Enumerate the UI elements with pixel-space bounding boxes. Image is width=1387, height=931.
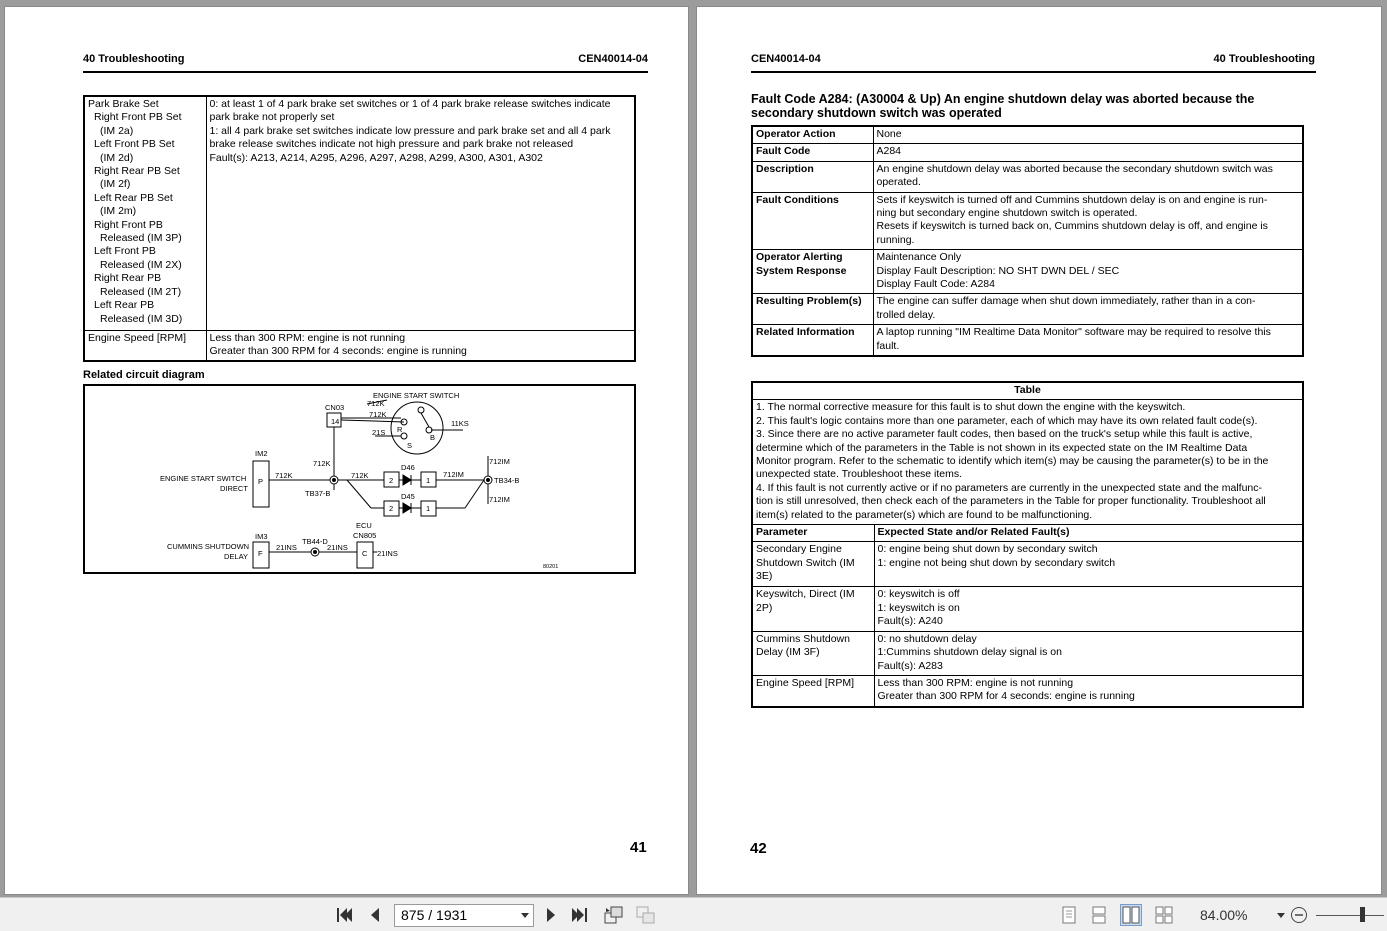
label-wire: 21S	[372, 428, 386, 437]
label-cell: Related Information	[752, 325, 873, 356]
last-page-button[interactable]	[569, 904, 591, 926]
label-im2-pin: P	[258, 477, 264, 486]
label-im3-pin: F	[258, 549, 263, 558]
param-cell: Keyswitch, Direct (IM 2P)	[752, 587, 874, 631]
circuit-diagram	[83, 384, 636, 574]
zoom-out-icon	[1290, 906, 1308, 924]
label-wire: 21INS	[276, 543, 297, 552]
zoom-slider-thumb[interactable]	[1360, 907, 1365, 922]
viewer-toolbar	[0, 897, 1387, 931]
table-row	[752, 144, 1303, 161]
page-rotate-icon	[604, 906, 624, 924]
value-cell: 0: no shutdown delay 1:Cummins shutdown delay signal is on Fault(s): A283	[874, 631, 1303, 675]
value-cell: 0: at least 1 of 4 park brake set switches or 1 of 4 park brake release switches indicate park brake not properly set 1: all 4 park brake set switches indicate low pressure and park brake set and all 4 park brake release switches indicate not high pressure and park brake not released Fault(s): A213, A214, A295, A296, A297, A298, A299, A300, A301, A302	[206, 96, 635, 330]
label-wire: 712IM	[443, 470, 464, 479]
next-page-button[interactable]	[540, 904, 562, 926]
page-number: 41	[630, 839, 647, 856]
param-cell: Engine Speed [RPM]	[84, 330, 206, 361]
table-row	[752, 250, 1303, 294]
table-notes: 1. The normal corrective measure for this fault is to shut down the engine with the keyswitch. 2. This fault's logic contains more than one parameter, each of which may have its own related fault code(s). 3. Since there are no active parameter fault codes, then based on the truck's setup while this fault is active, determine which of the parameters in the Table is not shown in its expected state on the IM Realtime Data Monitor program. Refer to the schematic to identify which item(s) may be causing the parameter(s) to be in the unexpected state. Troubleshoot these items. 4. If this fault is not currently active or if no parameters are currently in the unexpected state and the malfunc- tion is still unresolved, then check each of the parameters in the Table for proper functionality. Troubleshoot all item(s) related to the parameter(s) which are found to be malfunctioning.	[752, 400, 1303, 525]
label-pin: 1	[426, 476, 431, 485]
chevron-down-icon[interactable]	[521, 913, 529, 918]
label-wire: 21INS	[377, 549, 398, 558]
label-figure-id: 80201	[543, 564, 559, 570]
two-page-continuous-icon	[1155, 906, 1173, 924]
value-cell: 0: keyswitch is off 1: keyswitch is on Fault(s): A240	[874, 587, 1303, 631]
parameter-table	[751, 381, 1304, 708]
label-cell: Operator Action	[752, 126, 873, 144]
continuous-page-icon	[1091, 906, 1107, 924]
label-wire: 11KS	[451, 419, 469, 428]
page-41	[4, 6, 689, 895]
two-page-view-button[interactable]	[1120, 904, 1142, 926]
page-indicator: 875 / 1931	[401, 907, 468, 923]
table-row	[752, 294, 1303, 325]
header-rule	[751, 71, 1316, 73]
rotate-view-button[interactable]	[603, 904, 625, 926]
table-row	[752, 675, 1303, 706]
page-42	[696, 6, 1382, 895]
label-im2: IM2	[255, 449, 268, 458]
label-cn03: CN03	[325, 403, 345, 412]
label-switch-terminal: S	[407, 441, 413, 450]
header-rule	[83, 71, 648, 73]
value-cell: Maintenance Only Display Fault Description: NO SHT DWN DEL / SEC Display Fault Code: A284	[873, 250, 1303, 294]
page-number: 42	[750, 840, 767, 857]
label-wire: 712K	[313, 459, 331, 468]
value-cell: The engine can suffer damage when shut down immediately, rather than in a con- trolled delay.	[873, 294, 1303, 325]
page-header-left: CEN40014-04	[751, 53, 821, 65]
label-wire: 712K	[351, 471, 369, 480]
label-pin: 1	[426, 504, 431, 513]
zoom-level[interactable]: 84.00%	[1200, 907, 1248, 923]
column-header-expected-state: Expected State and/or Related Fault(s)	[874, 525, 1303, 542]
two-page-continuous-view-button[interactable]	[1153, 904, 1175, 926]
value-cell: Less than 300 RPM: engine is not running Greater than 300 RPM for 4 seconds: engine is running	[874, 675, 1303, 706]
label-cn805: CN805	[353, 531, 377, 540]
table-title: Table	[752, 382, 1303, 400]
value-cell: Less than 300 RPM: engine is not running Greater than 300 RPM for 4 seconds: engine is running	[206, 330, 635, 361]
two-page-icon	[1122, 906, 1140, 924]
zoom-out-button[interactable]	[1288, 904, 1310, 926]
page-header-right: CEN40014-04	[578, 53, 648, 65]
label-wire: 21INS	[327, 543, 348, 552]
single-page-view-button[interactable]	[1058, 904, 1080, 926]
fault-info-table	[751, 125, 1304, 357]
label-pin: 2	[389, 504, 394, 513]
first-page-button[interactable]	[333, 904, 355, 926]
column-header-parameter: Parameter	[752, 525, 874, 542]
label-cell: Fault Code	[752, 144, 873, 161]
param-cell: Cummins Shutdown Delay (IM 3F)	[752, 631, 874, 675]
label-tb34b: TB34-B	[494, 476, 520, 485]
last-page-icon	[571, 907, 589, 923]
previous-page-button[interactable]	[364, 904, 386, 926]
fault-title: Fault Code A284: (A30004 & Up) An engine shutdown delay was aborted because the secondary shutdown switch was operated	[751, 92, 1255, 120]
label-pin: 2	[389, 476, 394, 485]
page-number-input[interactable]	[394, 904, 534, 927]
chevron-right-icon	[544, 907, 558, 923]
label-cell: Operator Alerting System Response	[752, 250, 873, 294]
table-row	[752, 126, 1303, 144]
label-cell: Resulting Problem(s)	[752, 294, 873, 325]
table-row	[84, 330, 635, 361]
table-row	[84, 96, 635, 330]
diagram-title: Related circuit diagram	[83, 369, 205, 381]
label-cummins-shutdown-delay: DELAY	[224, 552, 249, 561]
value-cell: Sets if keyswitch is turned off and Cummins shutdown delay is on and engine is run- ning but secondary engine shutdown switch is operated. Resets if keyswitch is turned back on, Cummins shutdown delay is off, and engine is running.	[873, 192, 1303, 250]
page-header-left: 40 Troubleshooting	[83, 53, 185, 65]
label-cummins-shutdown-delay: CUMMINS SHUTDOWN	[167, 542, 250, 551]
param-cell: Secondary Engine Shutdown Switch (IM 3E)	[752, 542, 874, 587]
circuit-schematic	[85, 386, 634, 572]
label-ecu-pin: C	[362, 549, 368, 558]
first-page-icon	[335, 907, 353, 923]
label-cn03-pin: 14	[331, 417, 340, 426]
label-cell: Description	[752, 161, 873, 192]
label-tb37b: TB37-B	[305, 489, 331, 498]
label-wire: 712K	[275, 471, 293, 480]
table-title-row	[752, 382, 1303, 400]
table-row	[752, 161, 1303, 192]
label-wire: 712K	[369, 410, 387, 419]
table-row	[752, 192, 1303, 250]
label-switch-terminal: R	[397, 425, 403, 434]
label-engine-start-switch: ENGINE START SWITCH	[373, 391, 460, 400]
table-notes-row	[752, 400, 1303, 525]
value-cell: A laptop running "IM Realtime Data Monitor" software may be required to resolve this fault.	[873, 325, 1303, 356]
label-engine-start-switch-direct: ENGINE START SWITCH	[160, 474, 247, 483]
label-switch-terminal: B	[430, 433, 436, 442]
value-cell: None	[873, 126, 1303, 144]
value-cell: A284	[873, 144, 1303, 161]
table-row	[752, 542, 1303, 587]
label-engine-start-switch-direct: DIRECT	[220, 484, 248, 493]
value-cell: 0: engine being shut down by secondary switch 1: engine not being shut down by secondary switch	[874, 542, 1303, 587]
label-d46: D46	[401, 463, 415, 472]
label-d45: D45	[401, 492, 415, 501]
table-header-row	[752, 525, 1303, 542]
parameter-table	[83, 95, 636, 362]
label-wire: 712IM	[489, 495, 510, 504]
page-header-right: 40 Troubleshooting	[1213, 53, 1315, 65]
table-row	[752, 587, 1303, 631]
continuous-view-button[interactable]	[1088, 904, 1110, 926]
single-page-icon	[1061, 906, 1077, 924]
label-im3: IM3	[255, 532, 268, 541]
page-layout-button[interactable]	[635, 904, 657, 926]
label-tb44d: TB44-D	[302, 537, 328, 546]
table-row	[752, 325, 1303, 356]
zoom-slider-track[interactable]	[1316, 915, 1384, 916]
param-cell: Park Brake Set Right Front PB Set (IM 2a) Left Front PB Set (IM 2d) Right Rear PB Set (IM 2f) Left Rear PB Set (IM 2m) Right Front PB Released (IM 3P) Left Front PB Released (IM 2X) Right Rear PB Released (IM 2T) Left Rear PB Released (IM 3D)	[84, 96, 206, 330]
chevron-left-icon	[368, 907, 382, 923]
label-wire: 712K	[367, 399, 385, 408]
param-cell: Engine Speed [RPM]	[752, 675, 874, 706]
label-wire: 712IM	[489, 457, 510, 466]
zoom-dropdown-icon[interactable]	[1277, 913, 1285, 918]
value-cell: An engine shutdown delay was aborted because the secondary shutdown switch was operated.	[873, 161, 1303, 192]
label-cell: Fault Conditions	[752, 192, 873, 250]
table-row	[752, 631, 1303, 675]
page-layout-icon	[636, 906, 656, 924]
label-ecu: ECU	[356, 521, 372, 530]
